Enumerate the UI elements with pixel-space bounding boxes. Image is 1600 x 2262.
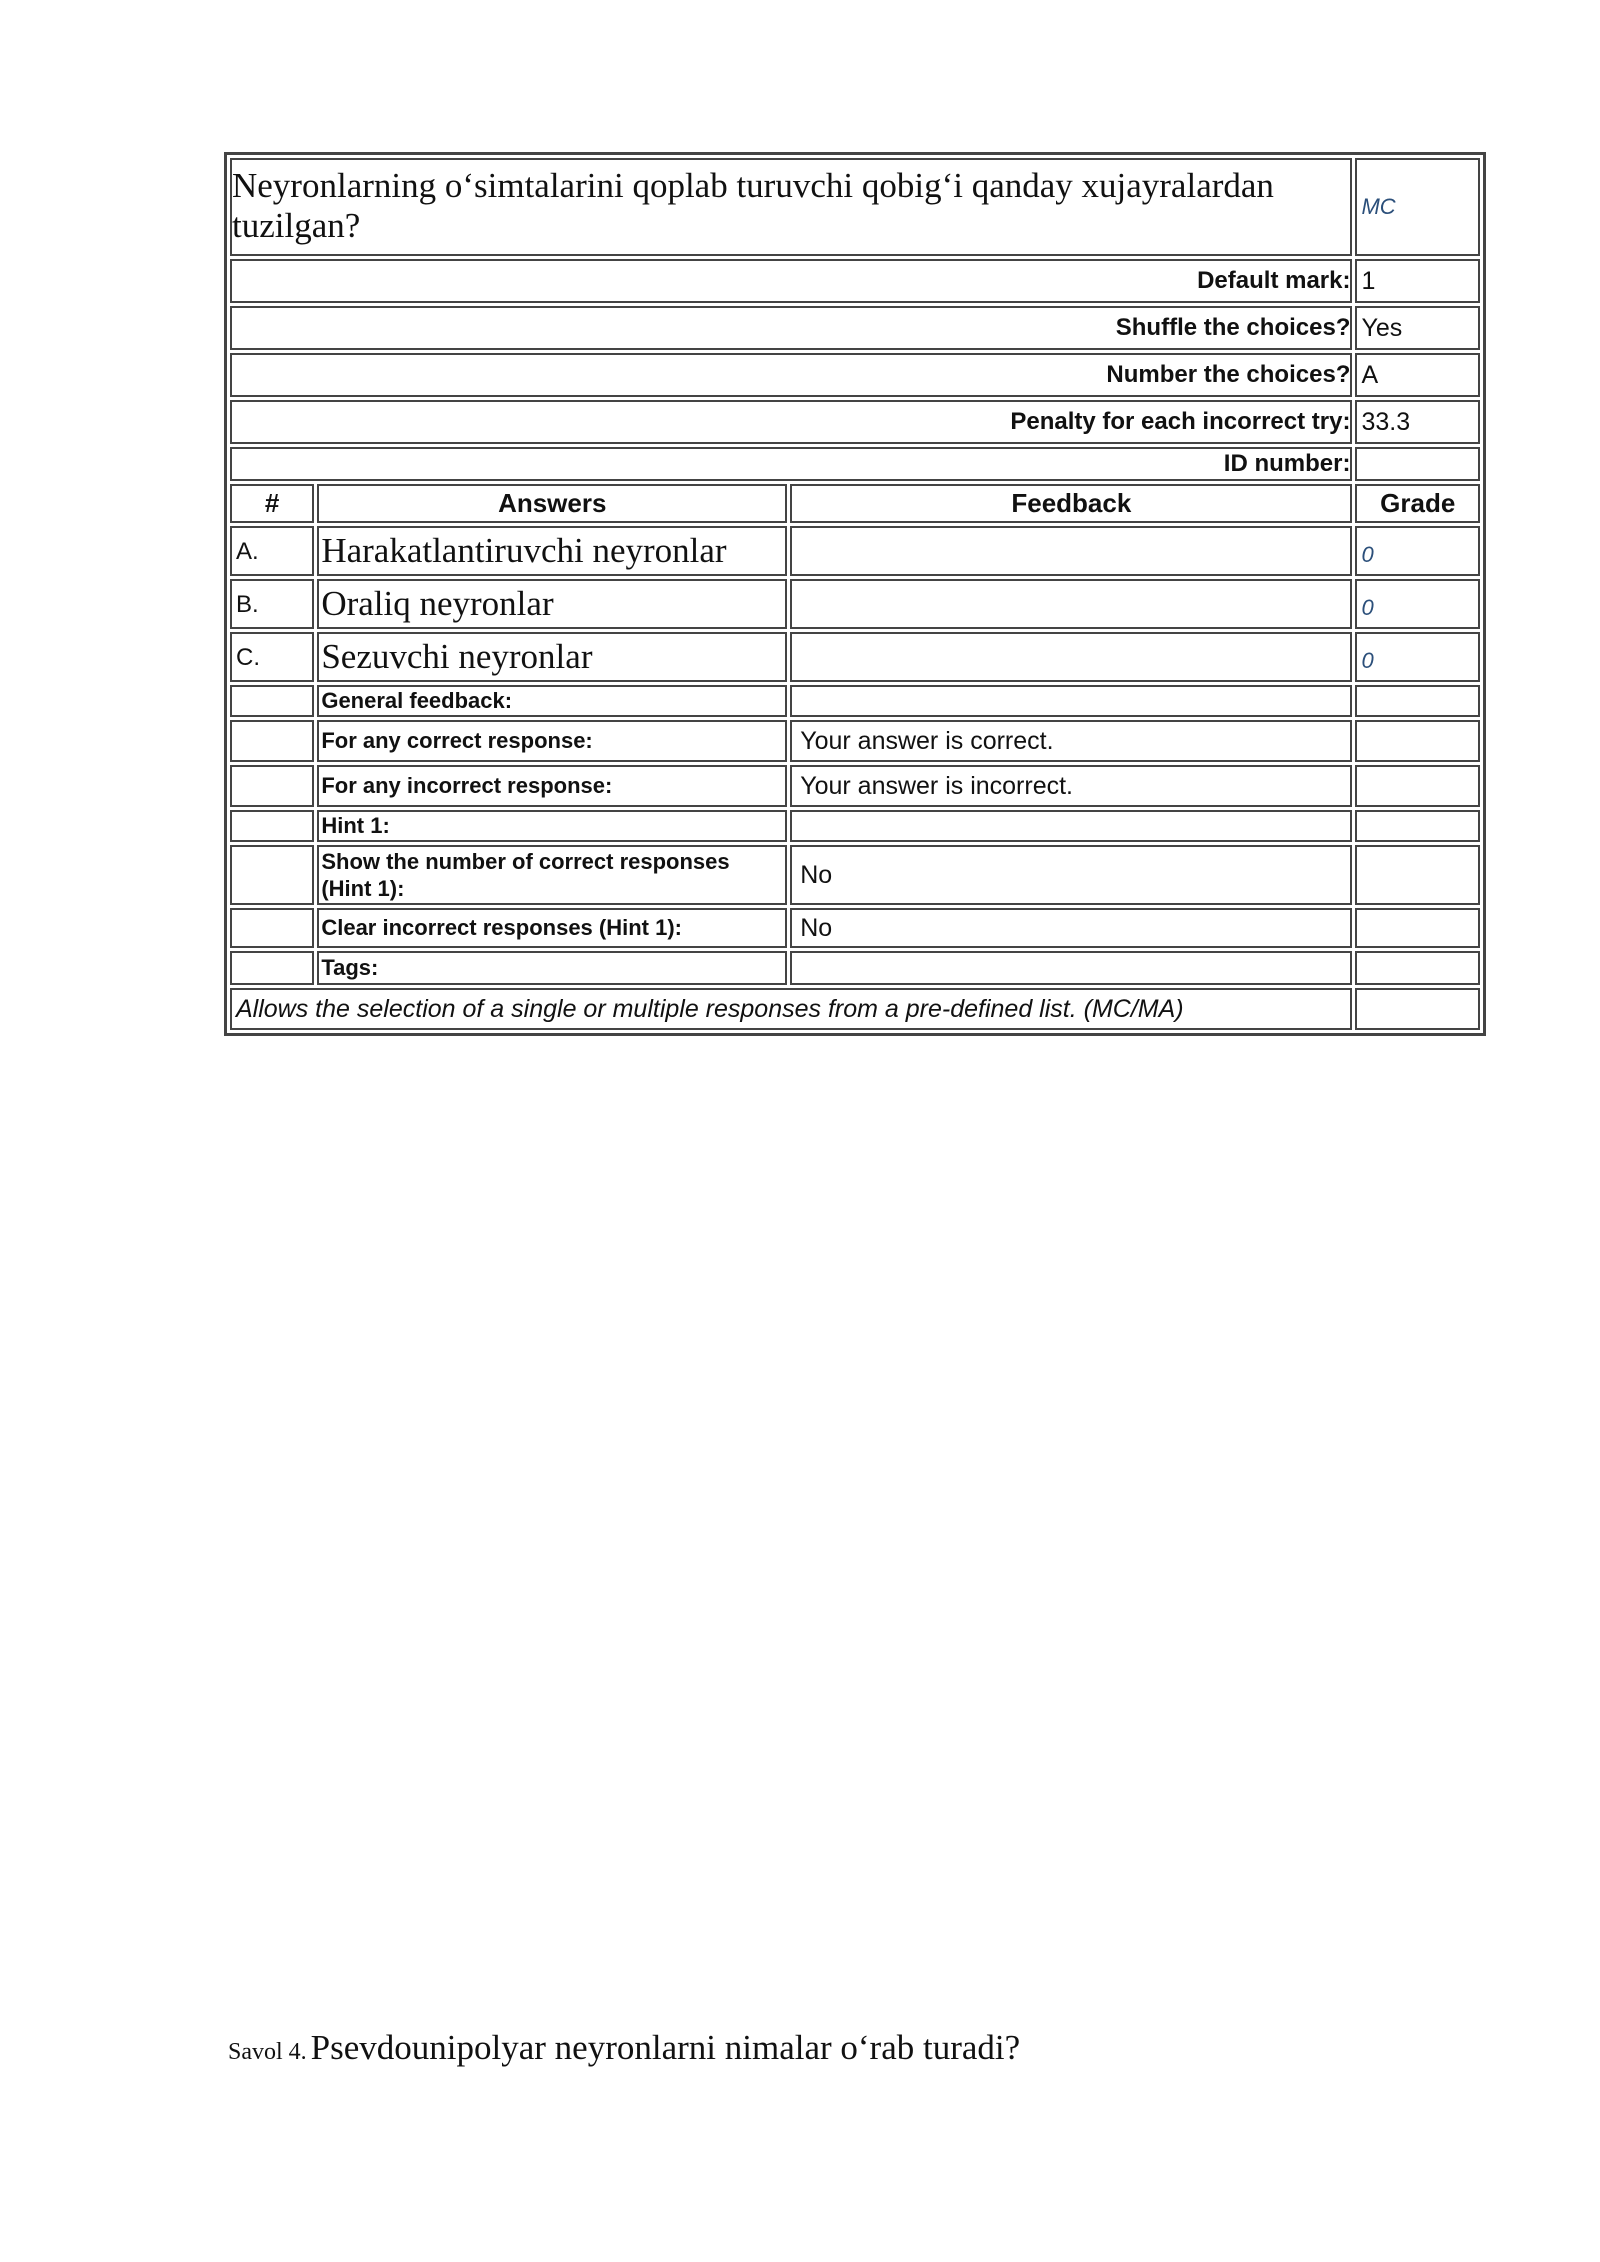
correct-feedback-value: Your answer is correct.: [790, 720, 1352, 762]
setting-value-shuffle: Yes: [1355, 306, 1480, 350]
setting-row: [230, 353, 1480, 397]
answer-feedback: [790, 632, 1352, 682]
setting-value-id-number: [1355, 447, 1480, 481]
general-feedback-label: General feedback:: [317, 685, 787, 717]
clear-incorrect-value: No: [790, 908, 1352, 948]
setting-value-default-mark: 1: [1355, 259, 1480, 303]
feedback-grade-empty: [1355, 765, 1480, 807]
incorrect-feedback-label: For any incorrect response:: [317, 765, 787, 807]
feedback-empty-cell: [230, 845, 314, 905]
feedback-row: [230, 685, 1480, 717]
show-correct-count-label: Show the number of correct responses (Hint 1):: [317, 845, 787, 905]
feedback-grade-empty: [1355, 685, 1480, 717]
answer-grade: 0: [1355, 579, 1480, 629]
general-feedback-value: [790, 685, 1352, 717]
feedback-grade-empty: [1355, 845, 1480, 905]
feedback-empty-cell: [230, 685, 314, 717]
feedback-empty-cell: [230, 810, 314, 842]
setting-row: [230, 306, 1480, 350]
setting-row: [230, 400, 1480, 444]
tags-label: Tags:: [317, 951, 787, 985]
feedback-empty-cell: [230, 720, 314, 762]
feedback-row: [230, 765, 1480, 807]
answer-text: Harakatlantiruvchi neyronlar: [317, 526, 787, 576]
answer-grade: 0: [1355, 526, 1480, 576]
hint-label: Hint 1:: [317, 810, 787, 842]
setting-value-numbering: A: [1355, 353, 1480, 397]
answer-row: [230, 579, 1480, 629]
clear-incorrect-label: Clear incorrect responses (Hint 1):: [317, 908, 787, 948]
answer-row: [230, 526, 1480, 576]
question-table: [224, 152, 1486, 1036]
feedback-row: [230, 951, 1480, 985]
answer-feedback: [790, 526, 1352, 576]
answer-letter: B.: [230, 579, 314, 629]
next-question-number: Savol 4.: [228, 2039, 307, 2065]
setting-value-penalty: 33.3: [1355, 400, 1480, 444]
answer-letter: C.: [230, 632, 314, 682]
answer-row: [230, 632, 1480, 682]
footer-empty-cell: [1355, 988, 1480, 1030]
answer-text: Oraliq neyronlar: [317, 579, 787, 629]
header-grade: Grade: [1355, 484, 1480, 523]
correct-feedback-label: For any correct response:: [317, 720, 787, 762]
feedback-grade-empty: [1355, 810, 1480, 842]
answer-letter: A.: [230, 526, 314, 576]
show-correct-count-value: No: [790, 845, 1352, 905]
answers-header-row: [230, 484, 1480, 523]
next-question: [228, 2028, 1020, 2068]
tags-value: [790, 951, 1352, 985]
feedback-row: [230, 810, 1480, 842]
feedback-row: [230, 845, 1480, 905]
answer-text: Sezuvchi neyronlar: [317, 632, 787, 682]
setting-label-numbering: Number the choices?: [230, 353, 1352, 397]
footer-row: [230, 988, 1480, 1030]
feedback-grade-empty: [1355, 908, 1480, 948]
question-row: [230, 158, 1480, 256]
setting-label-penalty: Penalty for each incorrect try:: [230, 400, 1352, 444]
feedback-grade-empty: [1355, 951, 1480, 985]
setting-row: [230, 259, 1480, 303]
next-question-text: Psevdounipolyar neyronlarni nimalar o‘rab turadi?: [310, 2028, 1021, 2067]
question-type-description: Allows the selection of a single or multiple responses from a pre-defined list. (MC/MA): [230, 988, 1352, 1030]
header-feedback: Feedback: [790, 484, 1352, 523]
feedback-empty-cell: [230, 908, 314, 948]
incorrect-feedback-value: Your answer is incorrect.: [790, 765, 1352, 807]
feedback-empty-cell: [230, 951, 314, 985]
setting-label-default-mark: Default mark:: [230, 259, 1352, 303]
hint-value: [790, 810, 1352, 842]
header-answers: Answers: [317, 484, 787, 523]
answer-feedback: [790, 579, 1352, 629]
feedback-grade-empty: [1355, 720, 1480, 762]
setting-row: [230, 447, 1480, 481]
setting-label-shuffle: Shuffle the choices?: [230, 306, 1352, 350]
setting-label-id-number: ID number:: [230, 447, 1352, 481]
question-text: Neyronlarning o‘simtalarini qoplab turuvchi qobig‘i qanday xujayralardan tuzilgan?: [230, 158, 1352, 256]
question-type-code: MC: [1355, 158, 1480, 256]
feedback-row: [230, 908, 1480, 948]
answer-grade: 0: [1355, 632, 1480, 682]
feedback-empty-cell: [230, 765, 314, 807]
feedback-row: [230, 720, 1480, 762]
header-number: #: [230, 484, 314, 523]
